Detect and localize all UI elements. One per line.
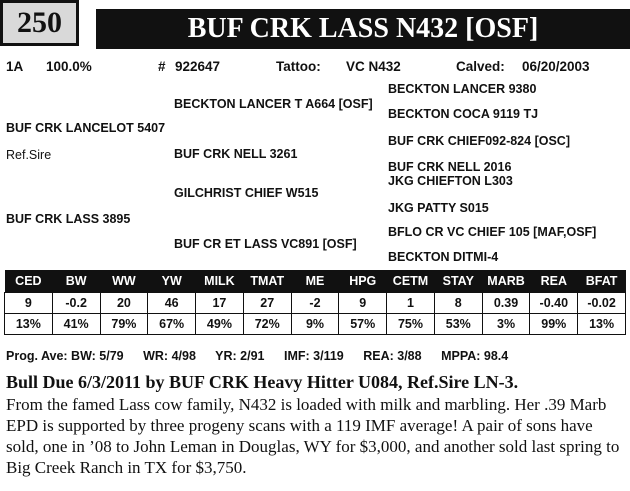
ggp-6: JKG PATTY S015 <box>388 201 489 215</box>
prog-ave-rea: REA: 3/88 <box>363 349 422 363</box>
prog-ave-bw: Prog. Ave: BW: 5/79 <box>6 349 124 363</box>
epd-percent: 9% <box>291 314 339 335</box>
epd-header: MARB <box>482 270 530 293</box>
epd-value: 17 <box>196 293 244 314</box>
ggp-8: BECKTON DITMI-4 <box>388 250 499 264</box>
calved-label: Calved: <box>456 59 505 74</box>
prog-ave-wr: WR: 4/98 <box>143 349 196 363</box>
epd-value: 20 <box>100 293 148 314</box>
epd-value: 1 <box>387 293 435 314</box>
epd-header: WW <box>100 270 148 293</box>
info-code: 1A <box>6 59 24 74</box>
epd-percent: 75% <box>387 314 435 335</box>
epd-value: 46 <box>148 293 196 314</box>
epd-percent: 41% <box>52 314 100 335</box>
reg-label: # <box>158 59 166 74</box>
epd-value: 9 <box>5 293 53 314</box>
epd-value: -0.2 <box>52 293 100 314</box>
epd-percent: 49% <box>196 314 244 335</box>
epd-percent: 57% <box>339 314 387 335</box>
epd-percent: 79% <box>100 314 148 335</box>
tattoo-label: Tattoo: <box>276 59 321 74</box>
ggp-7: BFLO CR VC CHIEF 105 [MAF,OSF] <box>388 225 597 239</box>
animal-name-title: BUF CRK LASS N432 [OSF] <box>96 9 630 49</box>
ggp-2: BECKTON COCA 9119 TJ <box>388 107 539 121</box>
tattoo-value: VC N432 <box>346 59 401 74</box>
prog-ave-yr: YR: 2/91 <box>215 349 265 363</box>
epd-header: CETM <box>387 270 435 293</box>
dam-dam: BUF CR ET LASS VC891 [OSF] <box>174 237 357 251</box>
bull-due-line: Bull Due 6/3/2011 by BUF CRK Heavy Hitter U084, Ref.Sire LN-3. <box>6 372 519 392</box>
epd-percent: 3% <box>482 314 530 335</box>
epd-header: REA <box>530 270 578 293</box>
epd-value: 9 <box>339 293 387 314</box>
epd-percent: 53% <box>434 314 482 335</box>
epd-percent: 13% <box>5 314 53 335</box>
info-percent: 100.0% <box>46 59 92 74</box>
reg-number: 922647 <box>175 59 221 74</box>
epd-header: BW <box>52 270 100 293</box>
epd-percent: 13% <box>578 314 626 335</box>
dam-sire: GILCHRIST CHIEF W515 <box>174 186 319 200</box>
progeny-averages <box>6 349 524 363</box>
epd-header: CED <box>5 270 53 293</box>
epd-value: -0.40 <box>530 293 578 314</box>
epd-percent: 72% <box>243 314 291 335</box>
epd-header: ME <box>291 270 339 293</box>
epd-table <box>4 270 626 335</box>
epd-value: 27 <box>243 293 291 314</box>
ggp-4: BUF CRK NELL 2016 <box>388 160 512 174</box>
epd-header: MILK <box>196 270 244 293</box>
epd-header-row <box>5 270 626 293</box>
prog-ave-mppa: MPPA: 98.4 <box>441 349 509 363</box>
epd-header: YW <box>148 270 196 293</box>
epd-value: 8 <box>434 293 482 314</box>
epd-header: TMAT <box>243 270 291 293</box>
sire-name: BUF CRK LANCELOT 5407 <box>6 121 166 135</box>
epd-value: 0.39 <box>482 293 530 314</box>
lot-number: 250 <box>0 0 79 46</box>
epd-header: BFAT <box>578 270 626 293</box>
calved-value: 06/20/2003 <box>522 59 590 74</box>
epd-percent-row <box>5 314 626 335</box>
epd-value: -2 <box>291 293 339 314</box>
epd-value-row <box>5 293 626 314</box>
prog-ave-imf: IMF: 3/119 <box>283 349 344 363</box>
epd-header: STAY <box>434 270 482 293</box>
ggp-5: JKG CHIEFTON L303 <box>388 174 513 188</box>
epd-percent: 67% <box>148 314 196 335</box>
epd-header: HPG <box>339 270 387 293</box>
sire-dam: BUF CRK NELL 3261 <box>174 147 298 161</box>
dam-name: BUF CRK LASS 3895 <box>6 212 131 226</box>
ggp-3: BUF CRK CHIEF092-824 [OSC] <box>388 134 570 148</box>
sire-sire: BECKTON LANCER T A664 [OSF] <box>174 97 373 111</box>
epd-percent: 99% <box>530 314 578 335</box>
ggp-1: BECKTON LANCER 9380 <box>388 82 537 96</box>
sire-note: Ref.Sire <box>6 148 52 162</box>
lot-description: From the famed Lass cow family, N432 is loaded with milk and marbling. Her .39 Marb EPD is supported by three progeny scans with a 119 IMF average! A pair of sons have sold, one in ’08 to John Leman in Douglas, WY for $3,000, and another sold last spring to Big Creek Ranch in TX for $3,750. <box>6 395 620 477</box>
epd-value: -0.02 <box>578 293 626 314</box>
